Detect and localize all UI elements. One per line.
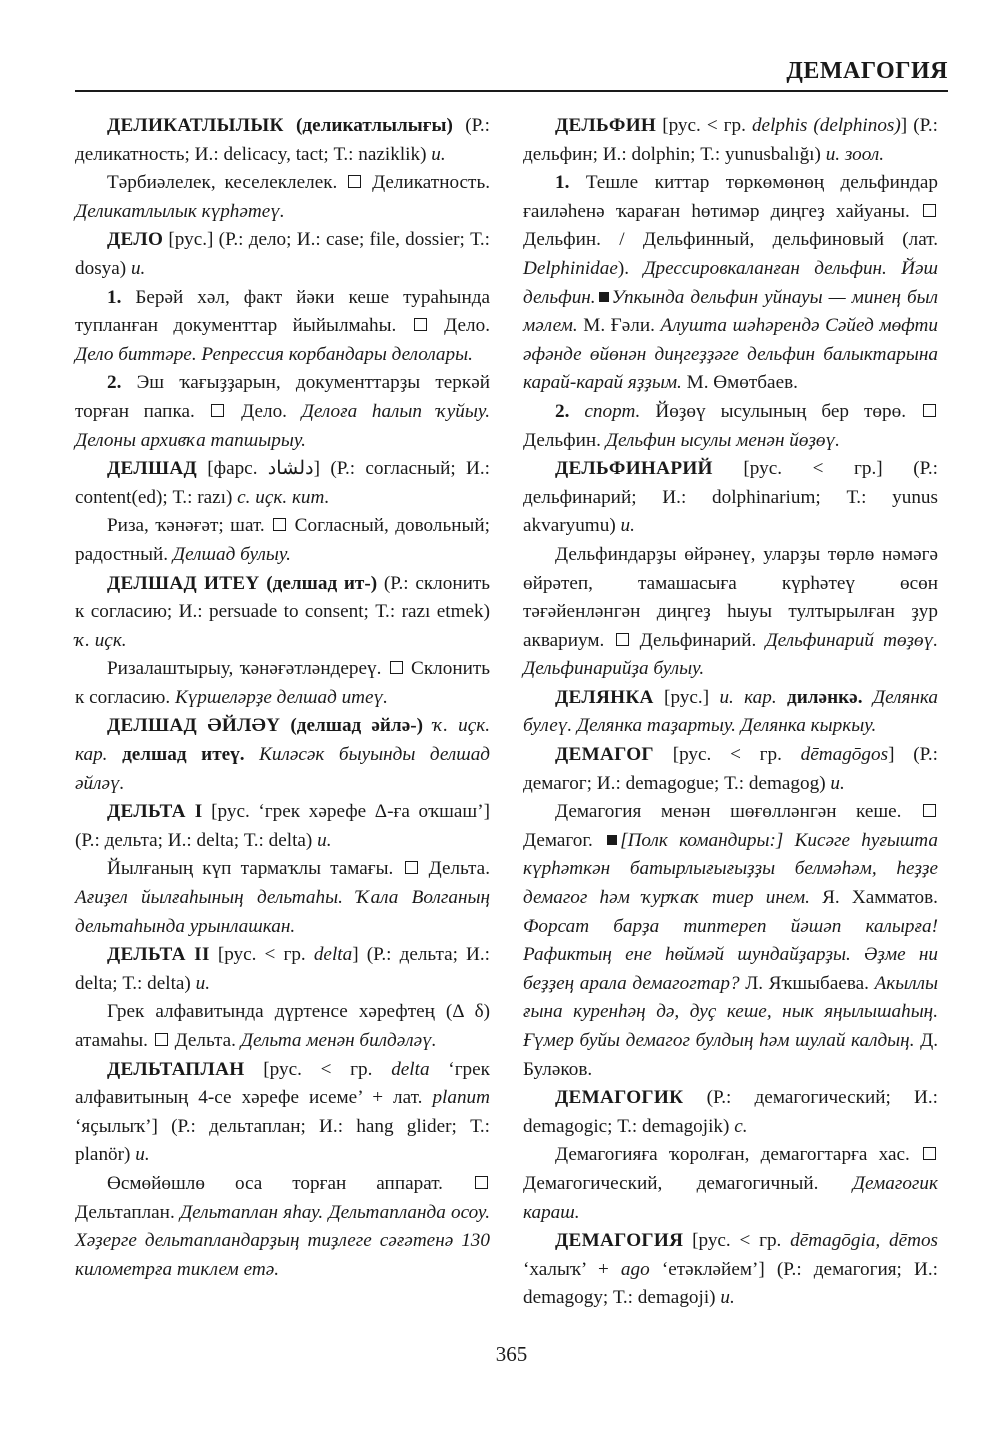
headword: ДЕЛЯНКА (555, 686, 654, 708)
headword: ДЕЛЬФИНАРИЙ (555, 458, 713, 480)
headword: ДЕМАГОГИЯ (555, 1230, 684, 1252)
open-square-icon (405, 861, 418, 874)
italic-text: Делоға һалып ҡуйыу. Делоны архивҡа тапшырыу. (75, 400, 490, 451)
open-square-icon (273, 518, 286, 531)
italic-text: спорт. (584, 400, 641, 422)
text-run: [фарс. دلشاد] (Р.: согласный; И.: content(ed); Т.: razı) (75, 458, 490, 508)
headword: ДЕЛИКАТЛЫЛЫК (107, 115, 284, 136)
italic-text: Ағиҙел йылғаһының дельтаһы. Ҡала Волганың дельтаһында урынлашкан. (75, 887, 490, 937)
headword: ДЕЛШАД (107, 458, 197, 480)
dictionary-paragraph (523, 169, 938, 398)
italic-text: Дельфинарий төҙөү. Дельфинарийҙа булыу. (523, 629, 939, 680)
text-run: Тешле киттар төркөмөнөң дельфиндар ғаиләһенә ҡараған һөтимәр диңгеҙ хайуаны. (523, 172, 938, 222)
text-run: ] (Р.: дельта; И.: delta; Т.: delta) (75, 944, 490, 994)
text-run: [рус. < гр. (683, 1230, 791, 1252)
bold-text: делшад итеү. (107, 744, 245, 766)
text-run: Дело. (226, 400, 302, 422)
italic-text: delphis (delphinos) (751, 115, 901, 136)
italic-text: и. (195, 972, 211, 994)
text-run: ] (Р.: дельфин; И.: dolphin; Т.: yunusbalığı) (523, 115, 938, 165)
headword: ДЕЛЬТАПЛАН (107, 1058, 245, 1080)
text-run: [рус.] (Р.: дело; И.: case; file, dossier; Т.: dosya) (75, 229, 490, 279)
dictionary-paragraph (523, 112, 938, 169)
text-run: ‘халыҡ’ + (523, 1258, 621, 1280)
text-run: Дельта. (419, 858, 490, 880)
italic-text: Күршеләрҙе делшад итеү. (174, 686, 388, 708)
text-run: [рус. < гр. (653, 744, 801, 766)
headword: ДЕЛО (107, 229, 164, 251)
italic-text: Форсат барҙа типтереп йәшәп калырға! Рафиктың ене һөймәй шундайҙарҙы. Әҙме ни беҙҙең арала демагогтар? (523, 915, 938, 994)
italic-text: и. (135, 1144, 150, 1166)
bold-text: (делшад ит-) (259, 572, 378, 594)
dictionary-paragraph (75, 369, 490, 455)
dictionary-paragraph (75, 169, 490, 226)
headword: ДЕЛШАД ӘЙЛӘҮ (107, 715, 281, 737)
italic-text: Дрессировкаланған дельфин. Йәш дельфин. (523, 257, 939, 308)
headword: ДЕЛЬТА I (107, 801, 203, 823)
italic-text: delta (391, 1058, 430, 1080)
bold-text: 1. (107, 286, 122, 308)
italic-text: Delphinidae (523, 257, 618, 279)
bold-text: 2. (555, 400, 570, 422)
italic-text: Упкында дельфин уйнауы — минең был мәлем. (523, 286, 938, 337)
italic-text: Дельта менән билдәләү. (240, 1030, 437, 1051)
filled-square-icon (599, 292, 609, 302)
text-run: Йөҙөү ысулының бер төрө. (640, 400, 921, 422)
dictionary-paragraph (523, 455, 938, 541)
dictionary-paragraph (75, 998, 490, 1055)
italic-text: dēmagōgos (800, 744, 889, 766)
dictionary-paragraph (75, 226, 490, 283)
text-run (423, 715, 433, 736)
headword: ДЕЛШАД ИТЕҮ (107, 572, 260, 594)
italic-text: и. кар. (719, 686, 777, 708)
italic-text: Киләсәк быуынды делшад әйләү. (75, 744, 491, 794)
bold-text: 2. (107, 372, 122, 394)
italic-text: с. (734, 1115, 748, 1137)
open-square-icon (155, 1033, 168, 1046)
text-run: ‘грек алфавитының 4-се хәрефе исеме’ + лат. (75, 1058, 490, 1109)
italic-text: delta (313, 944, 353, 966)
right-column (523, 112, 938, 1313)
italic-text: [Полк командиры:] Кисәге һуғышта күрһәткән батырлығығыҙҙы белмәһәм, һеҙҙе демагог һәм ҡурҡаҡ тиер инем. (523, 829, 938, 909)
open-square-icon (923, 804, 936, 817)
dictionary-paragraph (523, 1084, 938, 1141)
text-run: Йылғаның күп тармаҡлы тамағы. (107, 858, 403, 880)
text-run: [рус.] (653, 686, 720, 708)
text-run: Деликатность. (363, 172, 490, 194)
dictionary-paragraph (523, 798, 938, 1084)
text-run: [рус. ‘грек хәрефе Δ-ға оҡшаш’] (Р.: дельта; И.: delta; Т.: delta) (75, 801, 490, 851)
text-run: Демагогический, демагогичный. (523, 1172, 853, 1194)
text-run: (Р.: деликатность; И.: delicacy, tact; Т.: naziklik) (75, 115, 490, 165)
text-run: ). (617, 257, 644, 279)
headword: ДЕМАГОГ (555, 744, 654, 766)
italic-text: и. (317, 829, 332, 851)
dictionary-paragraph (75, 455, 490, 512)
italic-text: и. (830, 772, 845, 794)
italic-text: Дельфин ысулы менән йөҙөү. (605, 429, 840, 451)
text-run: Грек алфавитында дүртенсе хәрефтең (Δ δ) атамаһы. (75, 1001, 490, 1051)
text-run: Д. Буләков. (523, 1030, 938, 1080)
left-column (75, 112, 490, 1284)
bold-text: диләнкә. (776, 686, 863, 708)
text-run: Дельфинарий. (630, 629, 766, 651)
italic-text: и. зоол. (825, 143, 884, 165)
text-run: Дельта. (169, 1030, 241, 1051)
italic-text: и. (431, 143, 446, 165)
text-run: Дельтаплан. (75, 1201, 180, 1223)
text-run: Ризалаштырыу, ҡәнәғәтләндереү. (107, 658, 388, 680)
italic-text: ҡ. иҫк. (75, 629, 127, 651)
dictionary-paragraph (75, 1170, 490, 1284)
page-number: 365 (495, 1342, 528, 1366)
text-run: Эш ҡағыҙҙарын, документтарҙы теркәй торған папка. (75, 372, 490, 422)
text-run: Дельфин. / Дельфинный, дельфиновый (лат. (523, 229, 938, 251)
open-square-icon (211, 404, 224, 417)
dictionary-paragraph (75, 712, 490, 798)
text-run: [рус. < гр. (209, 944, 314, 966)
text-run: Демагогия менән шөғөлләнгән кеше. (555, 801, 921, 823)
dictionary-paragraph (523, 1227, 938, 1313)
dictionary-page (75, 52, 948, 1392)
dictionary-paragraph (75, 941, 490, 998)
italic-text: ago (620, 1258, 650, 1280)
text-run: Согласный, довольный; радостный. (75, 515, 490, 565)
italic-text: Дельтаплан яһау. Дельтапланда осоу. Хәҙерге дельтапландарҙың тиҙлеге сәғәтенә 130 километрға тиклем етә. (75, 1201, 490, 1280)
dictionary-paragraph (75, 112, 490, 169)
italic-text: Алушта шәһәрендә Сәйед мөфти әфәнде өйөнән диңгеҙҙәге дельфин балыктарына карай-карай яҙҙым. (523, 315, 938, 394)
text-run: ‘яҫылыҡ’] (Р.: дельтаплан; И.: hang glider; Т.: planör) (75, 1115, 490, 1166)
open-square-icon (390, 661, 403, 674)
text-run: [рус. < гр.] (Р.: дельфинарий; И.: dolphinarium; Т.: yunus akvaryumu) (523, 458, 938, 537)
text-run: Дельфиндарҙы өйрәнеү, уларҙы төрлө нәмәгә өйрәтеп, тамашасыға күрһәтеү өсөн тәғәйенләнгән диңгеҙ һыуы тултырылған ҙур аквариум. (523, 543, 938, 651)
italic-text: с. иҫк. кит. (237, 486, 330, 508)
dictionary-paragraph (523, 684, 938, 741)
text-run: Берәй хәл, факт йәки кеше тураһында тупланған документтар йыйылмаһы. (75, 286, 490, 337)
italic-text: planum (432, 1087, 490, 1109)
text-run: Тәрбиәлелек, кеселеклелек. (107, 172, 347, 194)
text-run: Склонить к согласию. (75, 658, 490, 708)
open-square-icon (616, 633, 629, 646)
dictionary-paragraph (75, 855, 490, 941)
text-run: Я. Хамматов. (809, 887, 938, 909)
dictionary-paragraph (75, 284, 490, 370)
bold-text: 1. (555, 172, 570, 194)
dictionary-paragraph (75, 512, 490, 569)
open-square-icon (348, 175, 361, 188)
italic-text: Демагогик караш. (523, 1172, 938, 1223)
open-square-icon (923, 204, 936, 217)
italic-text: Акыллы ғына куренһәң дә, дуҫ кеше, нык яңылышаһың. Ғүмер буйы демагог булдың һәм шулай калдың. (523, 972, 938, 1051)
italic-text: ҡ. иҫк. кар. (75, 715, 490, 766)
italic-text: Делянка булеү. Делянка таҙартыу. Делянка кыркыу. (523, 686, 939, 737)
dictionary-paragraph (523, 398, 938, 455)
dictionary-paragraph (523, 741, 938, 798)
text-run: Демагогияға ҡоролған, демагогтарға хас. (555, 1144, 921, 1166)
text-run: Өсмөйөшлө оса торған аппарат. (107, 1172, 473, 1194)
open-square-icon (923, 404, 936, 417)
text-run (245, 744, 260, 765)
dictionary-paragraph (75, 798, 490, 855)
headword: ДЕЛЬТА II (107, 944, 210, 966)
italic-text: Делшад булыу. (172, 543, 291, 565)
dictionary-paragraph (523, 1141, 938, 1227)
dictionary-paragraph (75, 655, 490, 712)
dictionary-paragraph (75, 1056, 490, 1170)
bold-text: (деликатлылығы) (283, 115, 453, 136)
open-square-icon (414, 318, 427, 331)
text-run: Дельфин. (523, 429, 606, 451)
headword: ДЕЛЬФИН (555, 115, 657, 136)
italic-text: и. (620, 515, 635, 537)
italic-text: Деликатлылык күрһәтеү. (75, 200, 285, 222)
text-run (569, 401, 584, 422)
text-run: М. Ғәли. (577, 315, 661, 337)
dictionary-paragraph (523, 541, 938, 684)
headword: ДЕМАГОГИК (555, 1087, 684, 1109)
text-run: [рус. < гр. (244, 1058, 392, 1080)
italic-text: и. (130, 257, 146, 279)
text-run: ] (Р.: демагог; И.: demagogue; Т.: demagog) (523, 744, 938, 794)
text-run: ‘етәкләйем’] (Р.: демагогия; И.: demagogy; Т.: demagoji) (523, 1258, 938, 1309)
dictionary-paragraph (75, 570, 490, 656)
text-run: (Р.: демагогический; И.: demagogic; Т.: demagojik) (523, 1087, 938, 1137)
italic-text: и. (720, 1287, 735, 1309)
text-run: Л. Яҡшыбаева. (739, 972, 875, 994)
filled-square-icon (607, 835, 617, 845)
open-square-icon (475, 1176, 488, 1189)
running-head: ДЕМАГОГИЯ (786, 58, 948, 84)
text-run: (Р.: склонить к согласию; И.: persuade to consent; Т.: razı etmek) (75, 572, 491, 623)
text-run: М. Өмөтбаев. (681, 372, 798, 394)
header-rule (75, 90, 948, 92)
text-run (863, 687, 873, 708)
text-run: Риза, ҡәнәғәт; шат. (107, 515, 272, 537)
italic-text: Дело биттәре. Репрессия корбандары делолары. (75, 343, 473, 365)
open-square-icon (923, 1147, 936, 1160)
text-run: [рус. < гр. (656, 115, 752, 136)
italic-text: dēmagōgia, dēmos (790, 1230, 939, 1252)
text-run: Демагог. (523, 829, 605, 851)
bold-text: (делшад әйлә-) (280, 715, 423, 737)
text-run: Дело. (428, 315, 490, 337)
